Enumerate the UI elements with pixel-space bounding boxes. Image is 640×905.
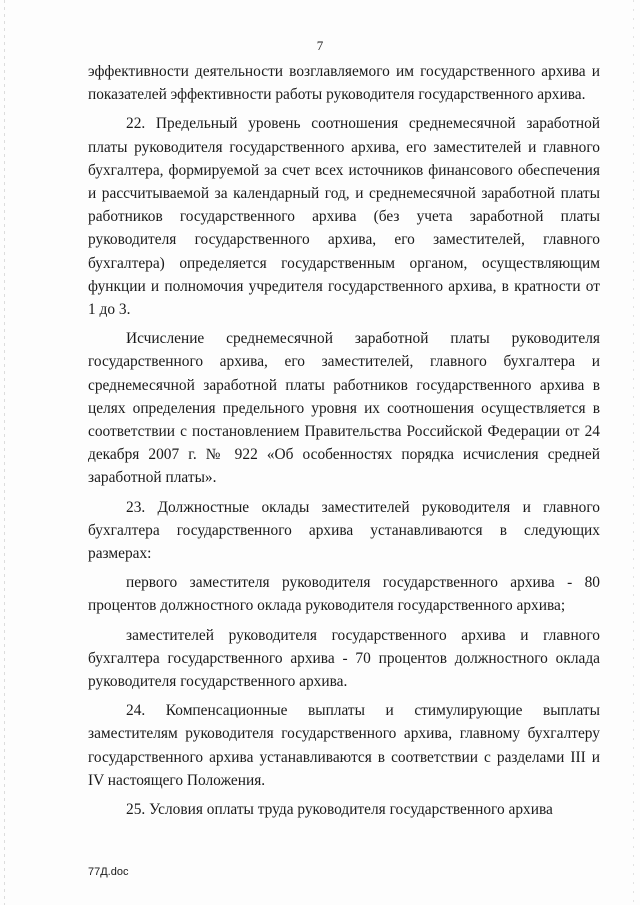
scan-edge-left [4,0,5,905]
page-number: 7 [316,38,324,53]
paragraph-clause-24: 24. Компенсационные выплаты и стимулирующие выплаты заместителям руководителя государственного архива, главному бухгалтеру государственного архива устанавливаются в соответствии с разделами III и IV настоящего Положения. [88,702,600,789]
footer-filename: 77Д.doc [88,866,129,878]
paragraph-continuation: эффективности деятельности возглавляемого им государственного архива и показателей эффективности работы руководителя государственного архива. [88,63,600,104]
paragraph-deputies: заместителей руководителя государственного архива и главного бухгалтера государственного архива - 70 процентов должностного оклада руководителя государственного архива. [88,626,600,691]
paragraph-clause-23: 23. Должностные оклады заместителей руководителя и главного бухгалтера государственного архива устанавливаются в следующих размерах: [88,498,600,563]
scan-edge-right [633,0,634,905]
paragraph-clause-25: 25. Условия оплаты труда руководителя государственного архива [126,801,553,819]
document-body [88,60,600,827]
paragraph-first-deputy: первого заместителя руководителя государственного архива - 80 процентов должностного оклада руководителя государственного архива; [88,574,600,615]
paragraph-clause-22: 22. Предельный уровень соотношения среднемесячной заработной платы руководителя государственного архива, его заместителей и главного бухгалтера, формируемой за счет всех источников финансового обеспечения и рассчитываемой за календарный год, и среднемесячной заработной платы работников государственного архива (без учета заработной платы руководителя государственного архива, его заместителей, главного бухгалтера) определяется государственным органом, осуществляющим функции и полномочия учредителя государственного архива, в кратности от 1 до 3. [88,115,600,319]
paragraph-calculation: Исчисление среднемесячной заработной платы руководителя государственного архива, его заместителей, главного бухгалтера и среднемесячной заработной платы работников государственного архива в целях определения предельного уровня их соотношения осуществляется в соответствии с постановлением Правительства Российской Федерации от 24 декабря 2007 г. № 922 «Об особенностях порядка исчисления средней заработной платы». [88,330,600,487]
